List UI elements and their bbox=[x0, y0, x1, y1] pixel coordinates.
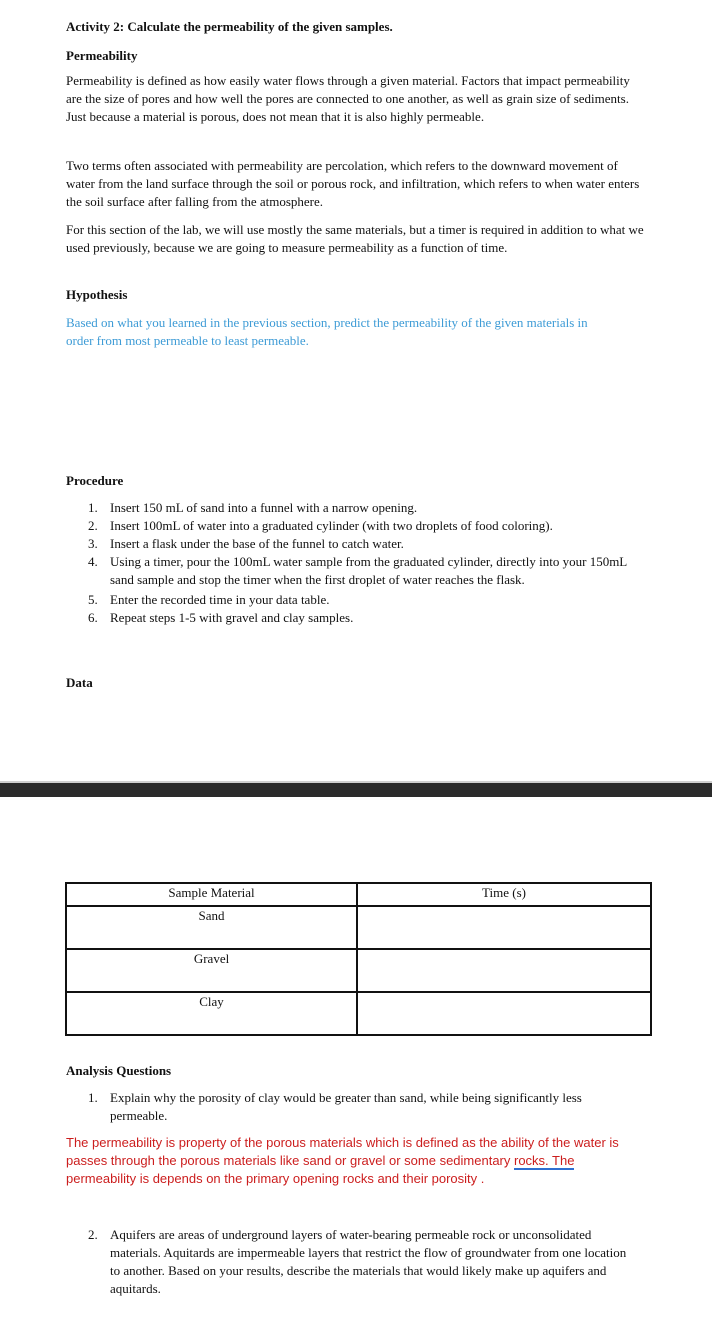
table-row bbox=[66, 992, 651, 1035]
permeability-paragraph-2: Two terms often associated with permeability are percolation, which refers to the downward movement of water from the land surface through the soil or porous rock, and infiltration, which refers to when water enters the soil surface after falling from the atmosphere. bbox=[66, 158, 640, 209]
answer-1 bbox=[66, 1134, 646, 1188]
data-heading: Data bbox=[66, 675, 93, 690]
step-number: 1. bbox=[88, 500, 98, 515]
page-break-divider bbox=[0, 781, 712, 797]
cell-material: Gravel bbox=[66, 949, 357, 992]
procedure-step bbox=[66, 553, 636, 589]
question-1-number: 1. bbox=[88, 1090, 98, 1105]
procedure-step bbox=[66, 535, 636, 553]
question-2-number: 2. bbox=[88, 1227, 98, 1242]
step-text: Enter the recorded time in your data table. bbox=[110, 592, 330, 607]
procedure-heading: Procedure bbox=[66, 473, 124, 488]
step-number: 6. bbox=[88, 610, 98, 625]
activity-title: Activity 2: Calculate the permeability of the given samples. bbox=[66, 19, 393, 34]
hypothesis-heading: Hypothesis bbox=[66, 287, 128, 302]
step-text: Repeat steps 1-5 with gravel and clay samples. bbox=[110, 610, 354, 625]
cell-material: Sand bbox=[66, 906, 357, 949]
hypothesis-prompt: Based on what you learned in the previous section, predict the permeability of the given materials in order from most permeable to least permeable. bbox=[66, 315, 588, 348]
answer-1-part: permeability is depends on the primary opening rocks and their porosity . bbox=[66, 1171, 485, 1186]
header-time: Time (s) bbox=[357, 883, 651, 906]
step-number: 4. bbox=[88, 554, 98, 569]
data-table bbox=[65, 882, 652, 1036]
answer-1-part: The permeability is property of the porous materials which is defined as the ability of the water is passes through the porous materials like sand or gravel or some sedimentary bbox=[66, 1135, 619, 1168]
permeability-heading: Permeability bbox=[66, 48, 138, 63]
cell-time[interactable] bbox=[357, 992, 651, 1035]
procedure-step bbox=[66, 499, 636, 517]
step-number: 2. bbox=[88, 518, 98, 533]
procedure-step bbox=[66, 609, 636, 627]
table-header-row bbox=[66, 883, 651, 906]
table-row bbox=[66, 906, 651, 949]
step-text: Using a timer, pour the 100mL water sample from the graduated cylinder, directly into your 150mL sand sample and stop the timer when the first droplet of water reaches the flask. bbox=[110, 554, 627, 587]
cell-material: Clay bbox=[66, 992, 357, 1035]
table-row bbox=[66, 949, 651, 992]
cell-time[interactable] bbox=[357, 949, 651, 992]
permeability-paragraph-3: For this section of the lab, we will use mostly the same materials, but a timer is required in addition to what we used previously, because we are going to measure permeability as a function of time. bbox=[66, 222, 644, 255]
question-1-text: Explain why the porosity of clay would be greater than sand, while being significantly less permeable. bbox=[110, 1090, 582, 1123]
header-sample-material: Sample Material bbox=[66, 883, 357, 906]
step-number: 5. bbox=[88, 592, 98, 607]
step-text: Insert 100mL of water into a graduated cylinder (with two droplets of food coloring). bbox=[110, 518, 553, 533]
step-text: Insert 150 mL of sand into a funnel with a narrow opening. bbox=[110, 500, 418, 515]
question-2-text: Aquifers are areas of underground layers of water-bearing permeable rock or unconsolidated materials. Aquitards are impermeable layers that restrict the flow of groundwater from one location to another. Based on your results, describe the materials that would likely make up aquifers and aquitards. bbox=[110, 1227, 627, 1296]
procedure-step bbox=[66, 591, 636, 609]
procedure-list bbox=[66, 499, 636, 627]
cell-time[interactable] bbox=[357, 906, 651, 949]
procedure-step bbox=[66, 517, 636, 535]
step-number: 3. bbox=[88, 536, 98, 551]
spellcheck-underline: rocks. The bbox=[514, 1153, 575, 1168]
permeability-paragraph-1: Permeability is defined as how easily water flows through a given material. Factors that impact permeability are the size of pores and how well the pores are connected to one another, as well as grain size of sediments. Just because a material is porous, does not mean that it is also highly permeable. bbox=[66, 73, 630, 124]
analysis-heading: Analysis Questions bbox=[66, 1063, 172, 1078]
step-text: Insert a flask under the base of the funnel to catch water. bbox=[110, 536, 404, 551]
